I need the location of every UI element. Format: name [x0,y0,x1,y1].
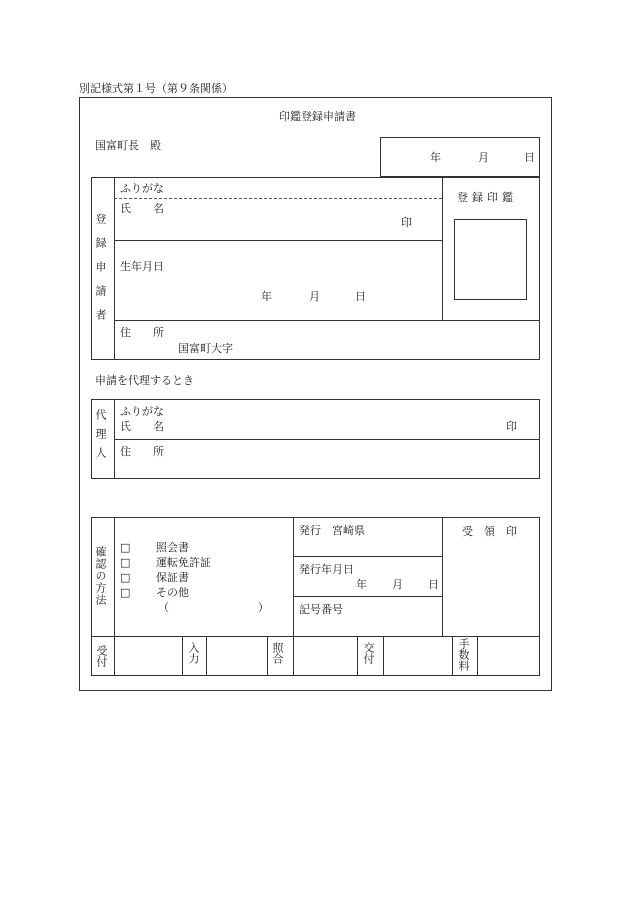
agent-side-label: 代理人 [94,409,107,466]
registration-seal-box [454,219,527,300]
option-drivers-license: 運転免許証 [156,556,211,569]
application-date-day: 日 [524,151,535,164]
received-seal-label: 受 領 印 [462,525,517,538]
agent-heading: 申請を代理するとき [95,374,194,387]
applicant-seal-mark: 印 [401,216,412,229]
applicant-name-label: 氏 名 [120,202,164,215]
form-style-note: 別記様式第１号（第９条関係） [79,82,233,95]
issue-year: 年 [356,578,367,591]
form-title: 印鑑登録申請書 [279,110,356,123]
issue-date-label: 発行年月日 [299,563,354,576]
applicant-birth-month: 月 [309,290,320,303]
office-delivered-label: 交付 [362,642,375,664]
application-date-month: 月 [478,151,489,164]
applicant-address-value: 国富町大字 [178,342,233,355]
applicant-birth-year: 年 [261,290,272,303]
office-received-label: 受付 [95,645,108,667]
office-fee-label: 手数料 [457,638,470,671]
option-guarantee-letter: 保証書 [156,571,189,584]
agent-seal-mark: 印 [506,420,517,433]
agent-address-label: 住 所 [120,445,164,458]
office-input-label: 入力 [187,642,200,664]
addressee: 国富町長 殿 [95,139,161,152]
checkbox-icon[interactable]: □ [120,571,131,584]
checkbox-icon[interactable]: □ [120,556,131,569]
checkbox-icon[interactable]: □ [120,586,131,599]
applicant-side-label: 登録申請者 [94,213,107,333]
applicant-birth-label: 生年月日 [120,260,164,273]
option-other: その他 [156,586,189,599]
checkbox-icon[interactable]: □ [120,541,131,554]
verification-side-label: 確認の方法 [94,546,107,606]
application-date-box [380,137,540,177]
other-close-paren: ） [258,601,269,614]
agent-furigana-label: ふりがな [120,405,164,418]
agent-name-label: 氏 名 [120,420,164,433]
issue-day: 日 [428,578,439,591]
registration-seal-label: 登録印鑑 [457,191,517,204]
symbol-number-label: 記号番号 [299,603,343,616]
application-date-year: 年 [430,151,441,164]
applicant-birth-day: 日 [355,290,366,303]
applicant-address-label: 住 所 [120,326,164,339]
issue-month: 月 [392,578,403,591]
issuer-label: 発行 宮崎県 [299,524,365,537]
option-inquiry-letter: 照会書 [156,541,189,554]
applicant-furigana-label: ふりがな [120,182,164,195]
other-open-paren: （ [158,601,169,614]
office-check-label: 照合 [271,642,284,664]
